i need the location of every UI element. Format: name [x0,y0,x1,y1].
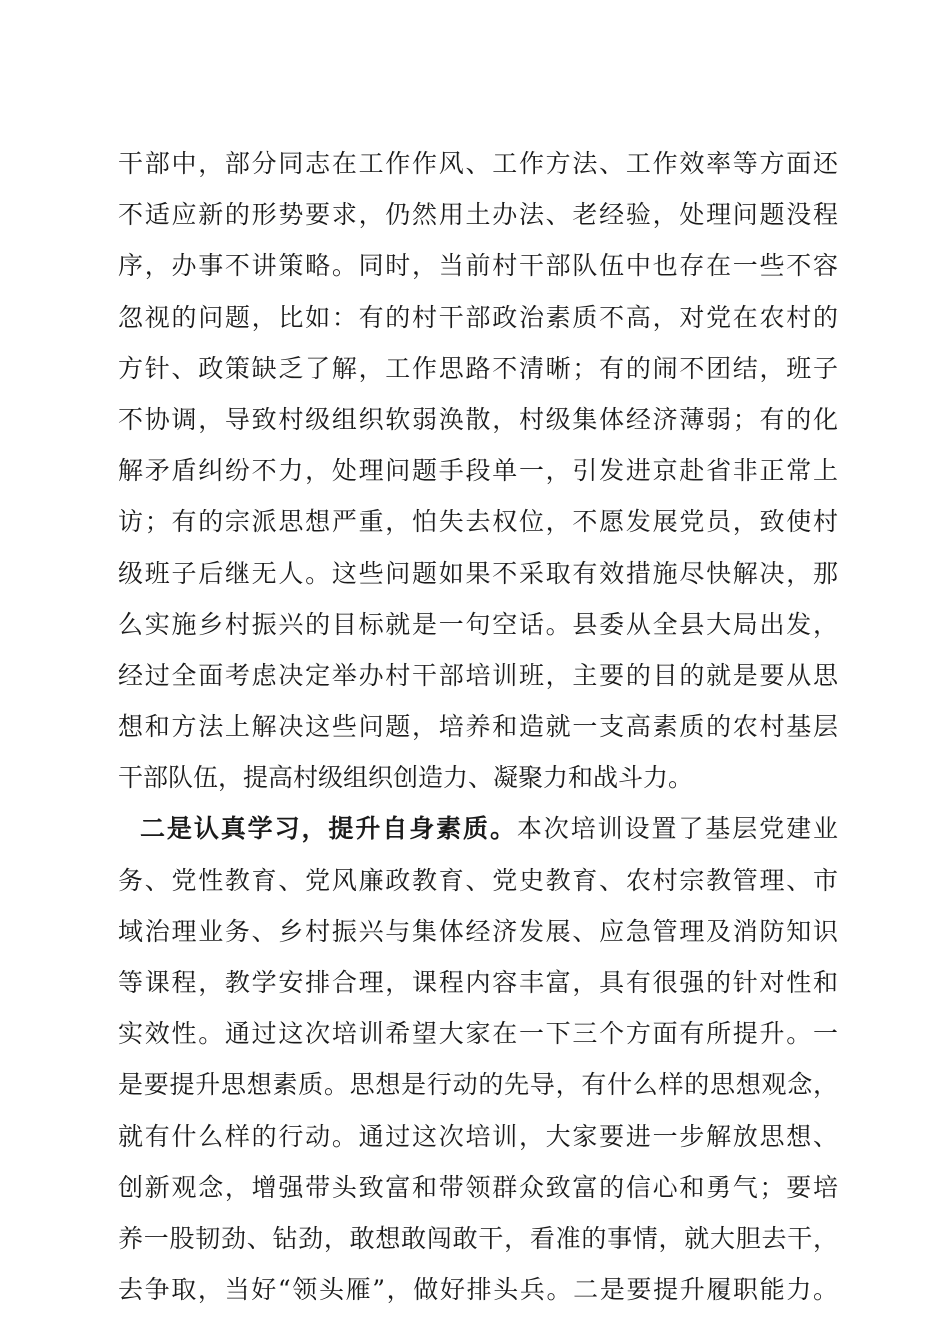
text-line: 创新观念，增强带头致富和带领群众致富的信心和勇气；要培 [118,1172,838,1202]
text-line: 么实施乡村振兴的目标就是一句空话。县委从全县大局出发， [118,609,838,639]
text-line: 忽视的问题，比如：有的村干部政治素质不高，对党在农村的 [118,302,838,332]
text-line: 经过全面考虑决定举办村干部培训班，主要的目的就是要从思 [118,660,838,690]
text-line: 不适应新的形势要求，仍然用土办法、老经验，处理问题没程 [118,200,838,230]
text-line: 解矛盾纠纷不力，处理问题手段单一，引发进京赴省非正常上 [118,456,838,486]
paragraph-first-line [118,803,838,854]
text-line: 访；有的宗派思想严重，怕失去权位，不愿发展党员，致使村 [118,507,838,537]
text-line: 是要提升思想素质。思想是行动的先导，有什么样的思想观念， [118,1070,838,1100]
text-line: 去争取，当好“领头雁”，做好排头兵。二是要提升履职能力。 [118,1275,838,1305]
text-line: 不协调，导致村级组织软弱涣散，村级集体经济薄弱；有的化 [118,404,838,434]
paragraph-2 [118,803,838,1315]
first-line-text: 本次培训设置了基层党建业 [516,814,838,844]
text-line: 养一股韧劲、钻劲，敢想敢闯敢干，看准的事情，就大胆去干， [118,1223,838,1253]
text-line: 实效性。通过这次培训希望大家在一下三个方面有所提升。一 [118,1019,838,1049]
text-line: 干部队伍，提高村级组织创造力、凝聚力和战斗力。 [118,763,694,793]
text-line: 干部中，部分同志在工作作风、工作方法、工作效率等方面还 [118,149,838,178]
paragraph-1 [118,138,838,803]
document-body [118,138,838,1315]
section-heading: 二是认真学习，提升自身素质。 [140,814,517,844]
text-line: 方针、政策缺乏了解，工作思路不清晰；有的闹不团结，班子 [118,353,838,383]
text-line: 域治理业务、乡村振兴与集体经济发展、应急管理及消防知识 [118,916,838,946]
text-line: 级班子后继无人。这些问题如果不采取有效措施尽快解决，那 [118,558,838,588]
text-line: 就有什么样的行动。通过这次培训，大家要进一步解放思想、 [118,1121,838,1151]
text-line: 等课程，教学安排合理，课程内容丰富，具有很强的针对性和 [118,968,838,997]
text-line: 序，办事不讲策略。同时，当前村干部队伍中也存在一些不容 [118,251,838,281]
text-line: 想和方法上解决这些问题，培养和造就一支高素质的农村基层 [118,712,838,742]
text-line: 务、党性教育、党风廉政教育、党史教育、农村宗教管理、市 [118,865,838,895]
